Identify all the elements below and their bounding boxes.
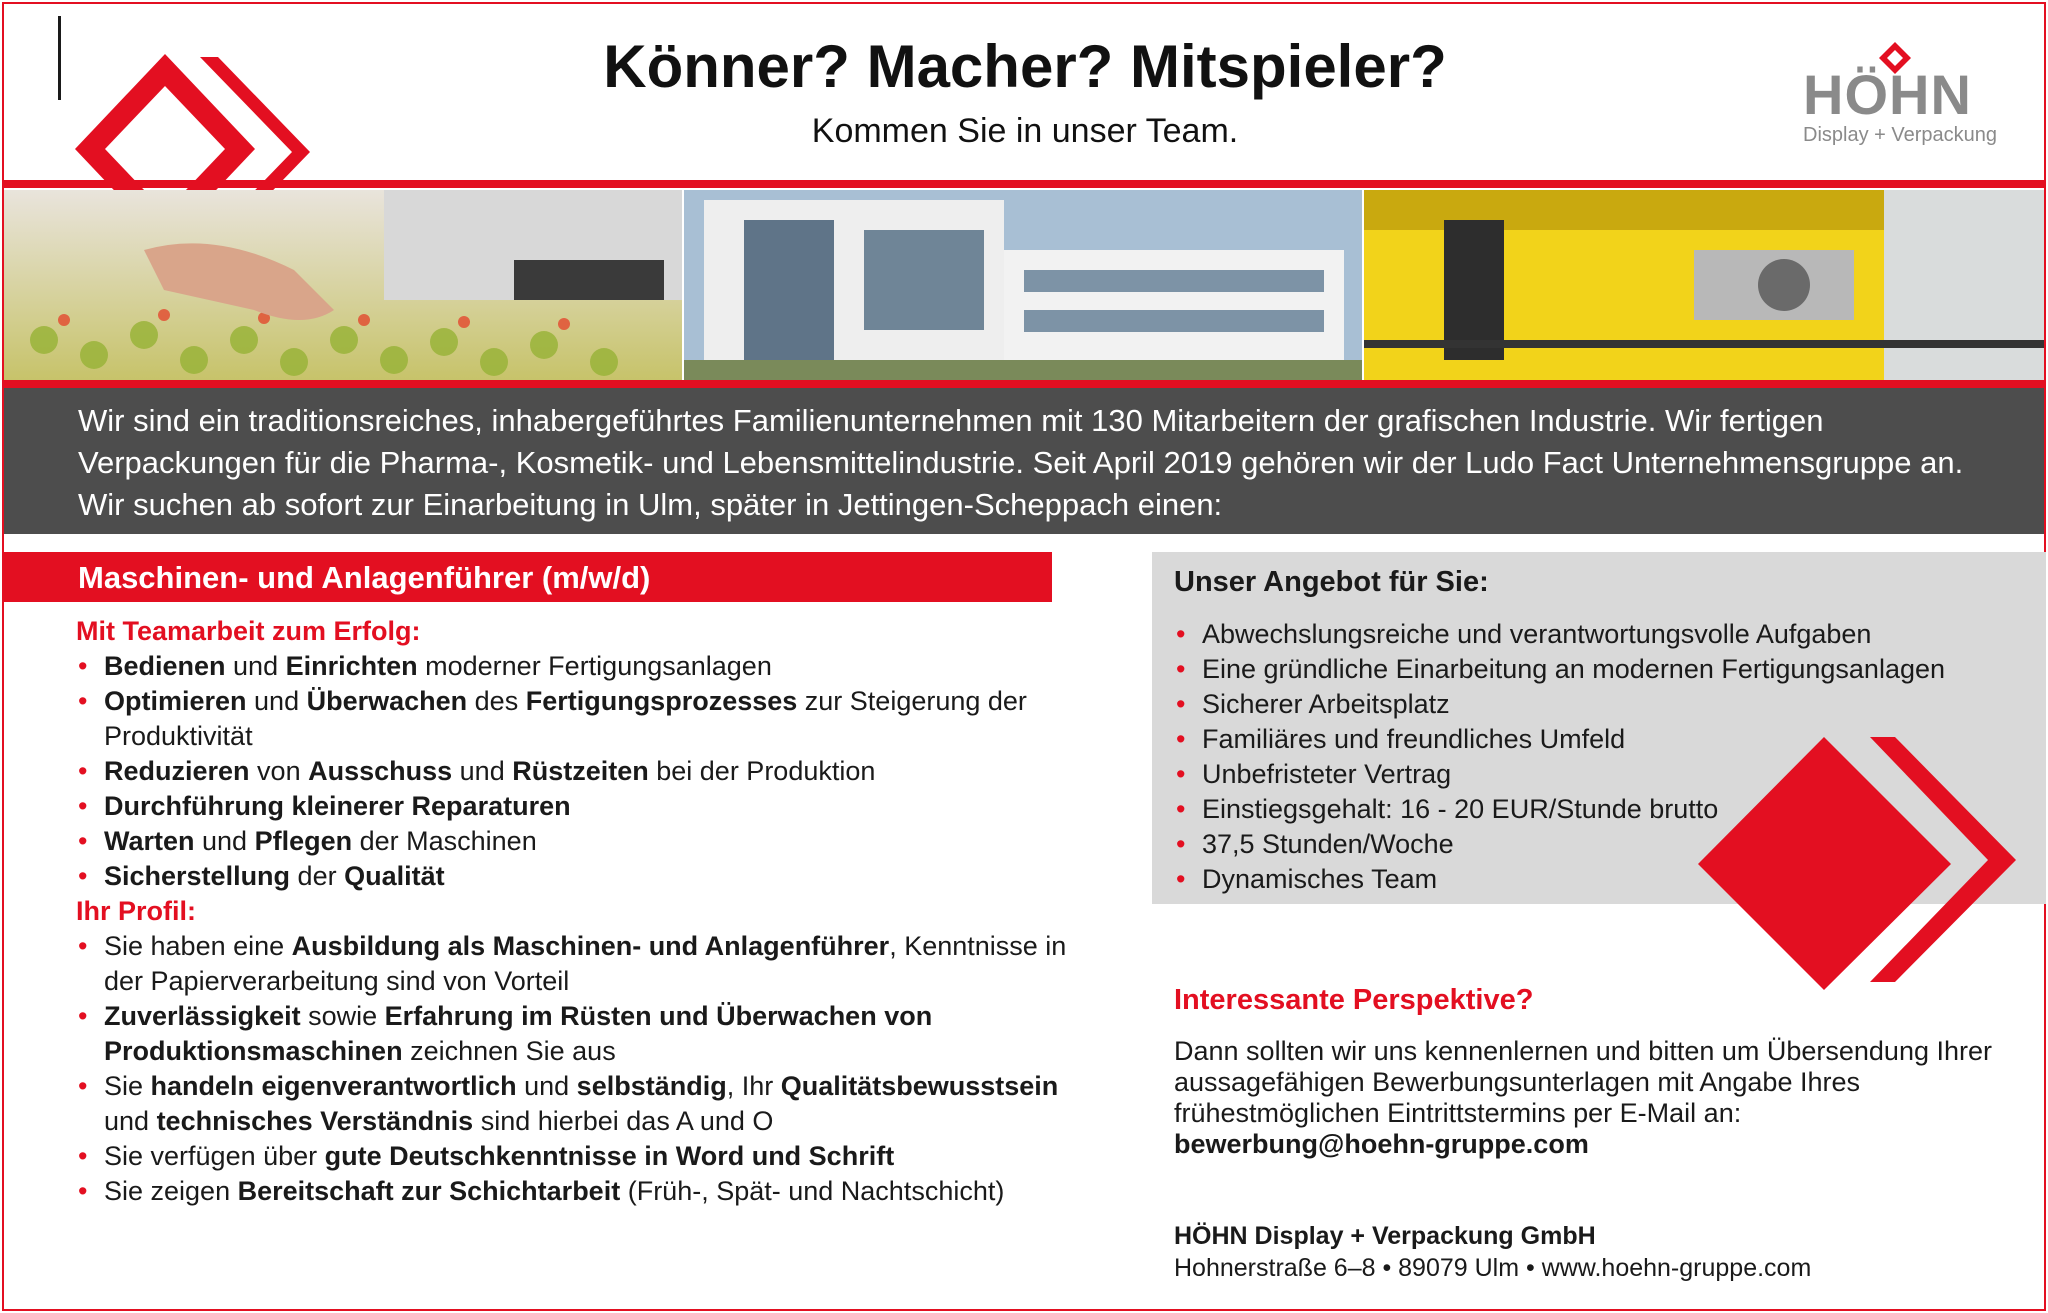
tasks-item: [76, 754, 1096, 789]
tasks-item-text: von: [249, 756, 309, 786]
tasks-item-text: Sicherstellung: [104, 861, 291, 891]
tasks-item-text: Durchführung kleinerer Reparaturen: [104, 791, 571, 821]
perspective-body: Dann sollten wir uns kennenlernen und bitten um Übersendung Ihrer aussagefähigen Bewerbungsunterlagen mit Angabe Ihres frühestmöglichen Eintrittstermins per E-Mail an:: [1174, 1036, 1993, 1128]
tasks-item: [76, 789, 1096, 824]
offer-item: • Unbefristeter Vertrag: [1174, 757, 2034, 792]
tasks-item-text: Rüstzeiten: [512, 756, 649, 786]
tasks-item-text: Optimieren: [104, 686, 247, 716]
offer-item: • 37,5 Stunden/Woche: [1174, 827, 2034, 862]
perspective-heading: Interessante Perspektive?: [1174, 984, 1534, 1016]
tasks-list: [76, 649, 1096, 894]
job-title: Maschinen- und Anlagenführer (m/w/d): [78, 560, 651, 595]
profile-item-text: Ausbildung als Maschinen- und Anlagenführer: [291, 931, 890, 961]
email-link[interactable]: bewerbung@hoehn-gruppe.com: [1174, 1129, 1589, 1159]
photo-strip: [4, 190, 2044, 380]
photo-machine: [1364, 190, 2044, 380]
tasks-item-text: und: [452, 756, 513, 786]
profile-list: [76, 929, 1096, 1209]
tasks-item-text: der: [290, 861, 345, 891]
page-subtitle: Kommen Sie in unser Team.: [811, 112, 1239, 150]
profile-item-text: , Kenntnisse in der Papierverarbeitung sind von Vorteil: [104, 931, 1067, 996]
job-title-bar: [4, 552, 1052, 602]
tasks-item-text: Warten: [104, 826, 195, 856]
profile-item-text: technisches Verständnis: [156, 1106, 474, 1136]
photo-building: [684, 190, 1362, 380]
profile-item-text: selbständig: [576, 1071, 727, 1101]
tasks-item-text: Fertigungsprozesses: [525, 686, 798, 716]
tasks-item-text: des: [467, 686, 526, 716]
profile-item: [76, 929, 1096, 999]
tasks-item-text: und: [225, 651, 286, 681]
profile-item-text: (Früh-, Spät- und Nachtschicht): [620, 1176, 1005, 1206]
photo-print-sheets: [4, 190, 682, 380]
offer-heading: Unser Angebot für Sie:: [1174, 566, 1489, 598]
profile-item-text: handeln eigenverantwortlich: [150, 1071, 517, 1101]
offer-item: • Dynamisches Team: [1174, 862, 2034, 897]
tasks-item-text: und: [194, 826, 255, 856]
tasks-item-text: Ausschuss: [308, 756, 453, 786]
offer-item: • Eine gründliche Einarbeitung an modernen Fertigungsanlagen: [1174, 652, 2034, 687]
tasks-item: [76, 649, 1096, 684]
profile-item-text: gute Deutschkenntnisse in Word und Schrift: [324, 1141, 895, 1171]
red-stripe-top: [4, 180, 2044, 188]
brand-tagline: Display + Verpackung: [1803, 124, 1998, 146]
profile-item-text: Bereitschaft zur Schichtarbeit: [237, 1176, 621, 1206]
profile-item-text: Erfahrung im Rüsten und Überwachen von Produktionsmaschinen: [104, 1001, 933, 1066]
tasks-item: [76, 684, 1096, 754]
tasks-item-text: Einrichten: [285, 651, 418, 681]
brand-logo: [1795, 40, 2025, 155]
profile-item-text: Sie: [104, 1071, 151, 1101]
tasks-heading: Mit Teamarbeit zum Erfolg:: [76, 616, 421, 646]
offer-item: • Familiäres und freundliches Umfeld: [1174, 722, 2034, 757]
tasks-item-text: moderner Fertigungsanlagen: [417, 651, 772, 681]
offer-item: • Sicherer Arbeitsplatz: [1174, 687, 2034, 722]
tasks-item-text: Bedienen: [104, 651, 226, 681]
profile-item-text: Sie haben eine: [104, 931, 292, 961]
intro-text: Wir sind ein traditionsreiches, inhabergeführtes Familienunternehmen mit 130 Mitarbeitern der grafischen Industrie. Wir fertigen Verpackungen für die Pharma-, Kosmetik- und Lebensmittelindustrie. Seit April 2019 gehören wir der Ludo Fact Unternehmensgruppe an. Wir suchen ab sofort zur Einarbeitung in Ulm, später in Jettingen-Scheppach einen:: [78, 403, 1964, 522]
tasks-item-text: Qualität: [344, 861, 445, 891]
left-column: [76, 614, 1096, 1209]
profile-item: [76, 1139, 1096, 1174]
profile-item-text: Sie zeigen: [104, 1176, 238, 1206]
offer-item: • Einstiegsgehalt: 16 - 20 EUR/Stunde brutto: [1174, 792, 2034, 827]
red-diamond-icon: [1690, 732, 2020, 992]
company-name: HÖHN Display + Verpackung GmbH: [1174, 1222, 1596, 1250]
profile-item-text: sind hierbei das A und O: [473, 1106, 774, 1136]
intro-band: [4, 388, 2044, 534]
profile-item-text: und: [104, 1106, 157, 1136]
tasks-item-text: Überwachen: [306, 686, 468, 716]
profile-item-text: Qualitätsbewusstsein: [780, 1071, 1059, 1101]
tasks-item-text: und: [246, 686, 307, 716]
profile-item-text: und: [516, 1071, 577, 1101]
profile-heading: Ihr Profil:: [76, 896, 196, 926]
perspective-text: [1174, 1036, 2034, 1160]
profile-item-text: zeichnen Sie aus: [402, 1036, 616, 1066]
company-address: Hohnerstraße 6–8 • 89079 Ulm • www.hoehn-gruppe.com: [1174, 1254, 1812, 1282]
profile-item-text: Zuverlässigkeit: [104, 1001, 301, 1031]
tasks-item-text: zur Steigerung der Produktivität: [104, 686, 1027, 751]
tasks-item-text: bei der Produktion: [648, 756, 876, 786]
tasks-item-text: der Maschinen: [352, 826, 537, 856]
profile-item: [76, 999, 1096, 1069]
brand-name: HÖHN: [1803, 63, 1972, 126]
tasks-item-text: Reduzieren: [104, 756, 250, 786]
red-stripe-bottom: [4, 380, 2044, 388]
tasks-item-text: Pflegen: [254, 826, 353, 856]
profile-item-text: sowie: [300, 1001, 385, 1031]
tasks-item: [76, 824, 1096, 859]
tasks-item: [76, 859, 1096, 894]
profile-item: [76, 1174, 1096, 1209]
profile-item-text: , Ihr: [726, 1071, 781, 1101]
profile-item-text: Sie verfügen über: [104, 1141, 325, 1171]
profile-item: [76, 1069, 1096, 1139]
page-title: Könner? Macher? Mitspieler?: [603, 33, 1447, 100]
divider-line: [58, 16, 61, 100]
offer-item: • Abwechslungsreiche und verantwortungsvolle Aufgaben: [1174, 617, 2034, 652]
